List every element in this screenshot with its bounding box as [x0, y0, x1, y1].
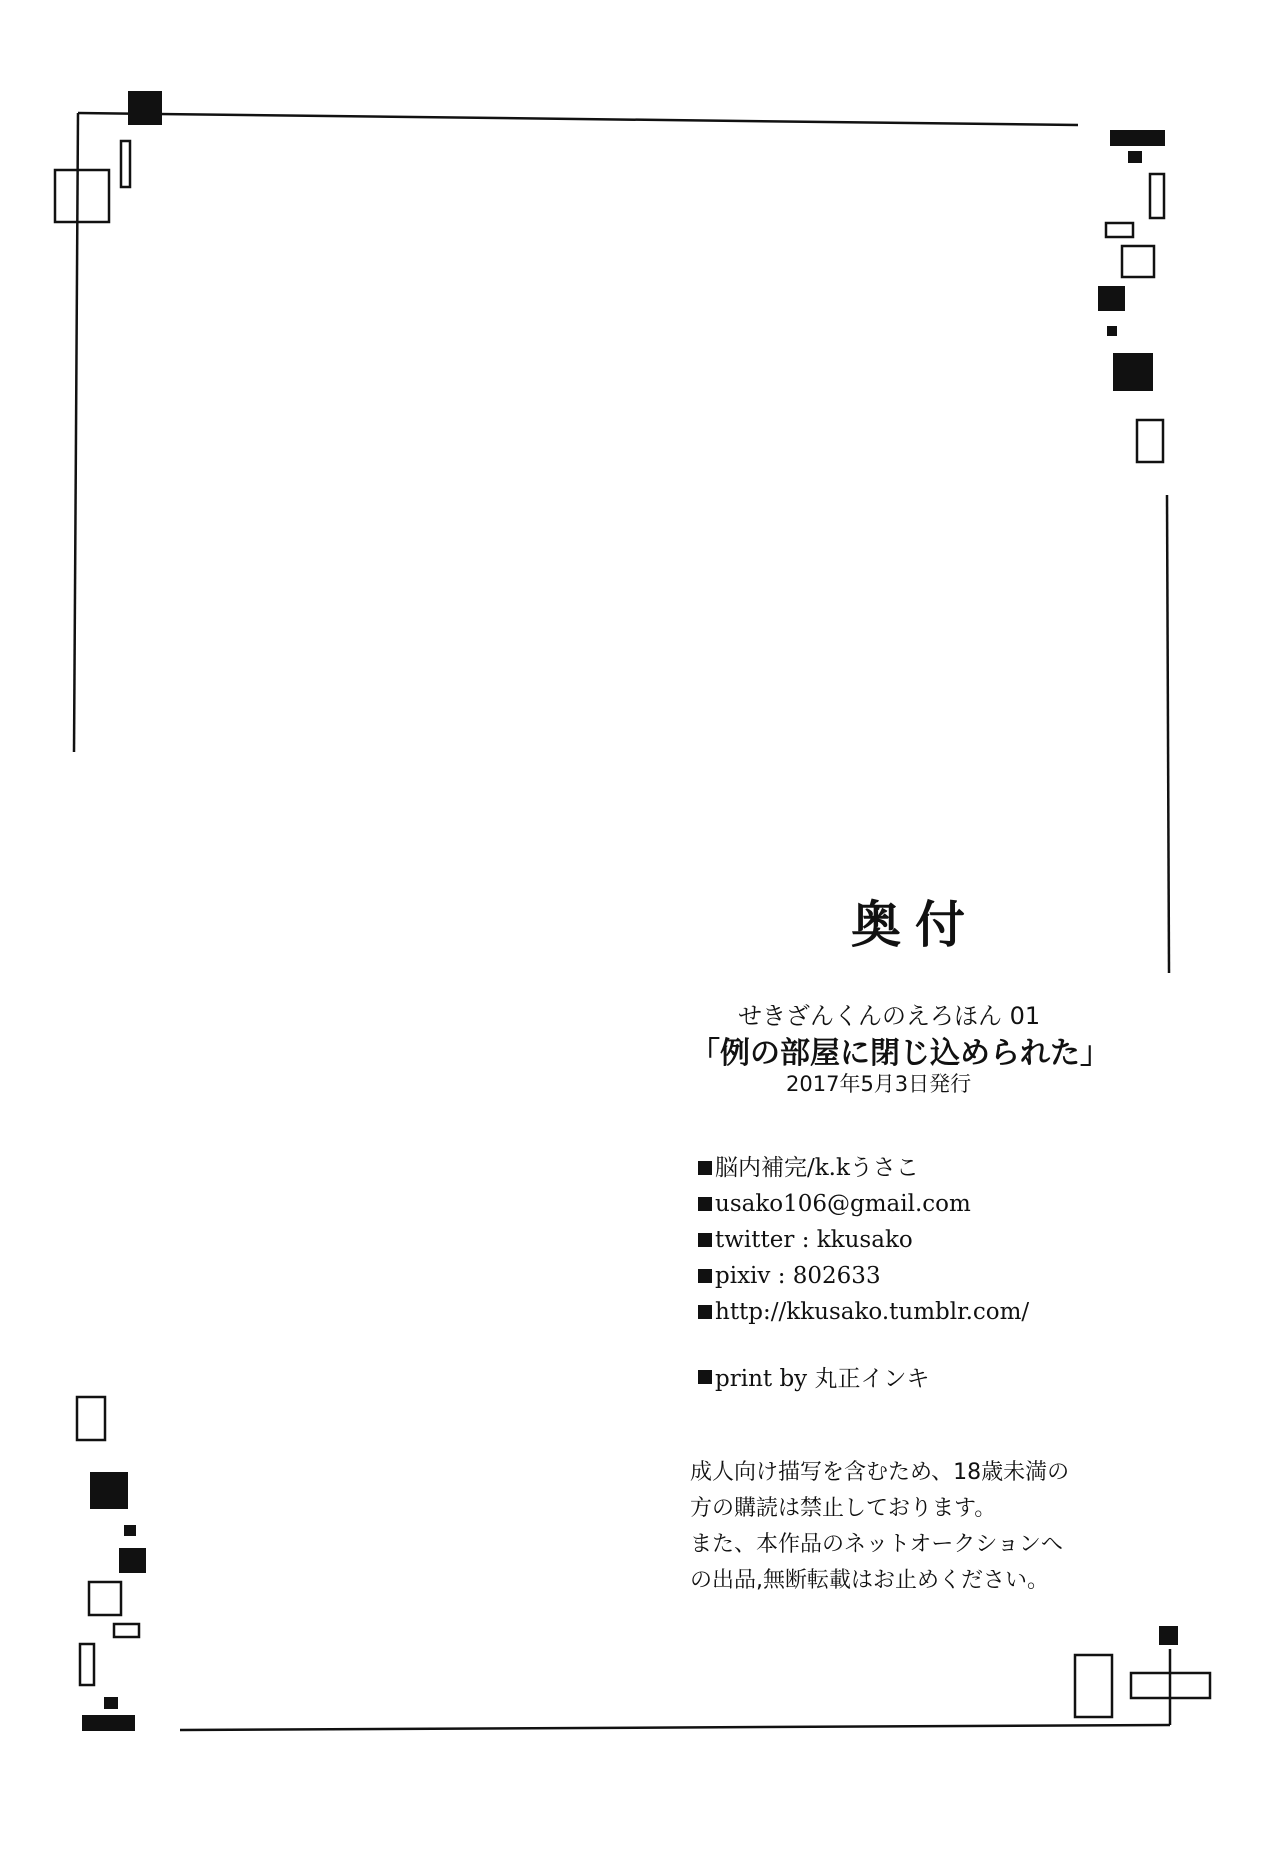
info-website: http://kkusako.tumblr.com/ — [698, 1294, 1029, 1330]
frame-line-right — [1167, 495, 1169, 973]
bullet-square-icon — [698, 1269, 712, 1283]
bullet-square-icon — [698, 1305, 712, 1319]
book-title: 「例の部屋に閉じ込められた」 — [690, 1036, 1110, 1071]
frame-line-top — [78, 113, 1078, 125]
frame-line-left — [74, 113, 78, 752]
notice-line: また、本作品のネットオークションへ — [690, 1532, 1063, 1557]
series-name: せきざんくんのえろほん 01 — [738, 1002, 1041, 1030]
bullet-square-icon — [698, 1197, 712, 1211]
notice-line: の出品,無断転載はお止めください。 — [690, 1568, 1049, 1593]
info-twitter: twitter : kkusako — [698, 1222, 1029, 1258]
bullet-square-icon — [698, 1161, 712, 1175]
bullet-square-icon — [698, 1370, 712, 1384]
notice-line: 方の購読は禁止しております。 — [690, 1496, 997, 1521]
notice-line: 成人向け描写を含むため、18歳未満の — [690, 1460, 1070, 1485]
frame-line-bottom — [180, 1725, 1170, 1730]
printer-info: print by 丸正インキ — [698, 1360, 929, 1393]
info-email: usako106@gmail.com — [698, 1186, 1029, 1222]
publication-date: 2017年5月3日発行 — [786, 1072, 972, 1096]
author-info — [698, 1150, 1029, 1330]
info-circle: 脳内補完/k.kうさこ — [698, 1150, 1029, 1186]
age-notice — [690, 1455, 1160, 1599]
bullet-square-icon — [698, 1233, 712, 1247]
info-pixiv: pixiv : 802633 — [698, 1258, 1029, 1294]
colophon-heading: 奥付 — [851, 896, 979, 954]
